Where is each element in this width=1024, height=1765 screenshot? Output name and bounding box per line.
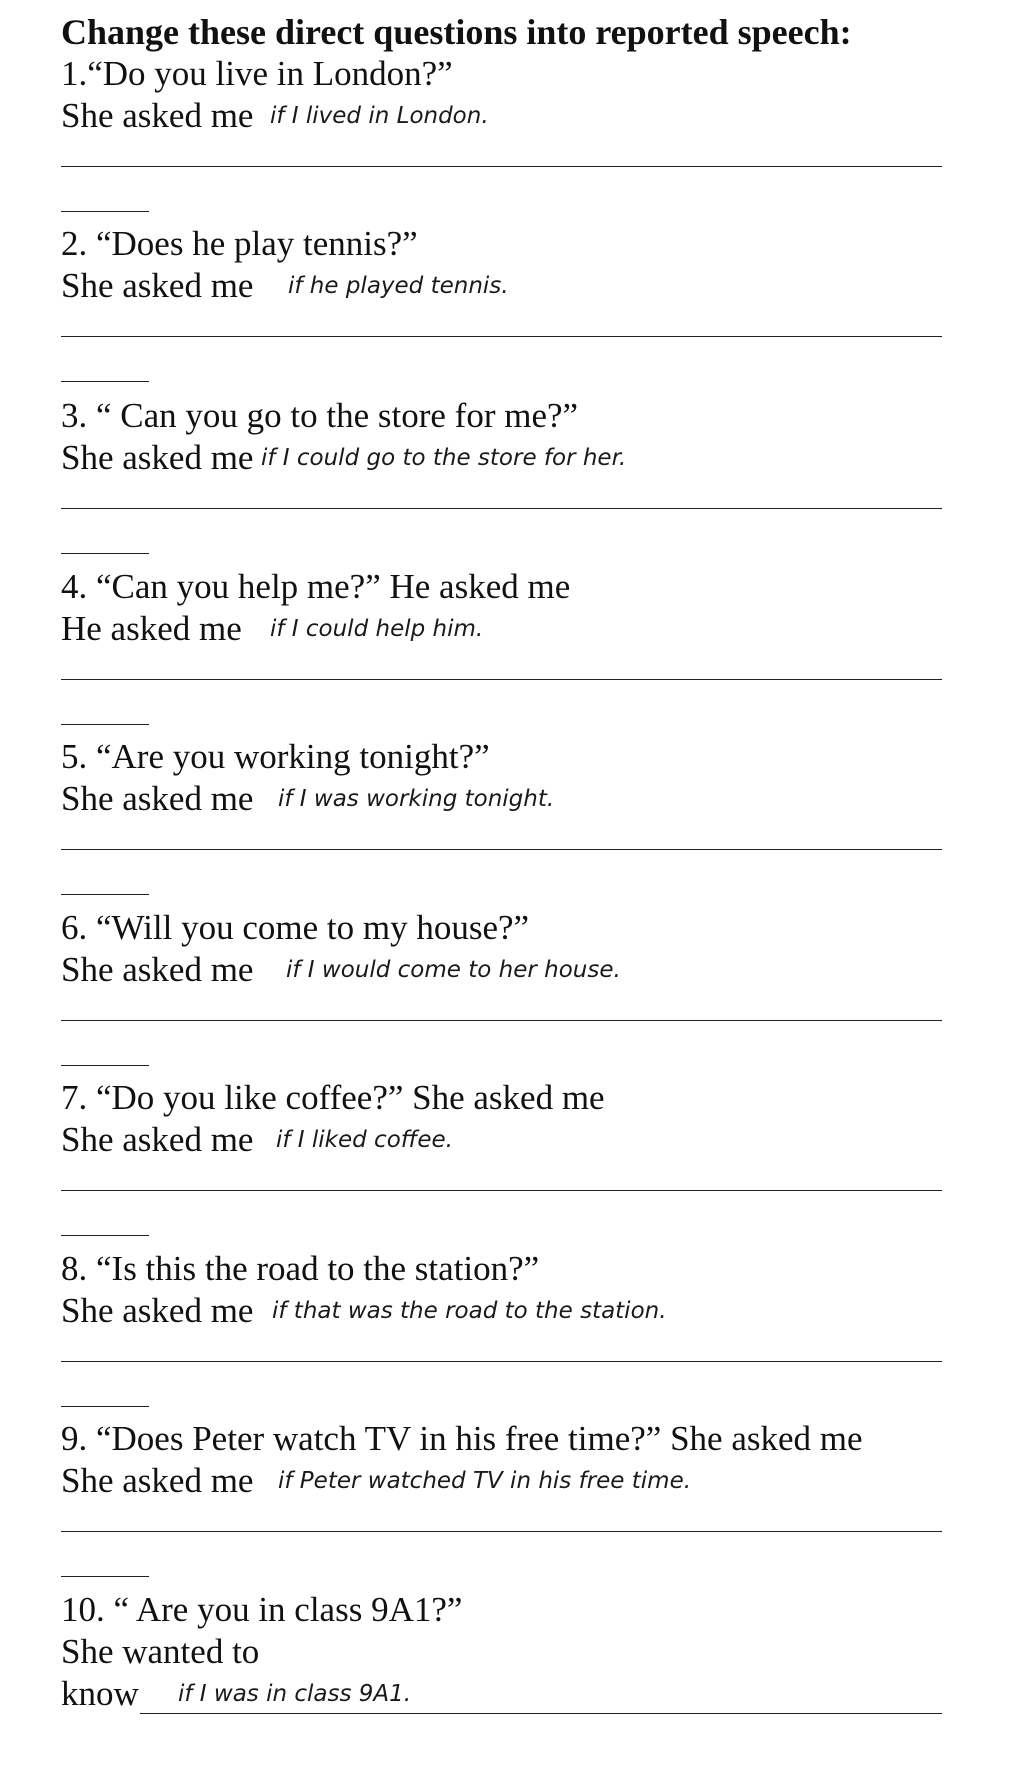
question-text: 5. “Are you working tonight?”	[61, 737, 490, 776]
answer-prompt: She asked me	[61, 1461, 254, 1500]
answer-prompt-line-2: know	[61, 1674, 139, 1713]
question-text: 7. “Do you like coffee?” She asked me	[61, 1078, 605, 1117]
handwritten-answer: if I was working tonight.	[278, 786, 555, 812]
answer-prompt: She asked me	[61, 266, 254, 305]
answer-line	[61, 1190, 942, 1191]
answer-line	[61, 336, 942, 337]
handwritten-answer: if I would come to her house.	[286, 957, 621, 983]
answer-prompt: She asked me	[61, 950, 254, 989]
question-block-2	[0, 223, 1024, 395]
answer-line	[61, 508, 942, 509]
handwritten-answer: if Peter watched TV in his free time.	[278, 1468, 692, 1494]
answer-line	[61, 1531, 942, 1532]
handwritten-answer: if I could go to the store for her.	[261, 445, 627, 471]
answer-line	[61, 679, 942, 680]
answer-prompt-line-1: She wanted to	[61, 1632, 260, 1671]
handwritten-answer: if that was the road to the station.	[272, 1298, 667, 1324]
question-block-1	[0, 53, 1024, 225]
answer-line-continuation	[61, 211, 149, 212]
question-text: 10. “ Are you in class 9A1?”	[61, 1590, 463, 1629]
handwritten-answer: if I was in class 9A1.	[178, 1681, 412, 1707]
answer-prompt: He asked me	[61, 609, 242, 648]
question-text: 1.“Do you live in London?”	[61, 54, 453, 93]
answer-line-continuation	[61, 553, 149, 554]
answer-line	[61, 849, 942, 850]
question-block-5	[0, 736, 1024, 908]
answer-line	[61, 1020, 942, 1021]
question-text: 9. “Does Peter watch TV in his free time?” She asked me	[61, 1419, 863, 1458]
answer-prompt: She asked me	[61, 779, 254, 818]
answer-prompt: She asked me	[61, 1120, 254, 1159]
question-block-6	[0, 907, 1024, 1079]
answer-line-continuation	[61, 894, 149, 895]
question-block-4	[0, 566, 1024, 738]
question-block-10	[0, 1589, 1024, 1761]
answer-line-continuation	[61, 1065, 149, 1066]
answer-line	[61, 166, 942, 167]
answer-line	[61, 1361, 942, 1362]
question-text: 6. “Will you come to my house?”	[61, 908, 530, 947]
question-text: 2. “Does he play tennis?”	[61, 224, 418, 263]
answer-line-continuation	[61, 381, 149, 382]
answer-line-continuation	[61, 1235, 149, 1236]
question-block-3	[0, 395, 1024, 567]
handwritten-answer: if I could help him.	[270, 616, 484, 642]
question-block-8	[0, 1248, 1024, 1420]
handwritten-answer: if I liked coffee.	[276, 1127, 453, 1153]
answer-prompt: She asked me	[61, 438, 254, 477]
answer-line-continuation	[61, 724, 149, 725]
worksheet-title: Change these direct questions into reported speech:	[61, 12, 852, 52]
handwritten-answer: if he played tennis.	[288, 273, 509, 299]
question-block-9	[0, 1418, 1024, 1590]
question-text: 8. “Is this the road to the station?”	[61, 1249, 540, 1288]
question-text: 4. “Can you help me?” He asked me	[61, 567, 571, 606]
answer-prompt: She asked me	[61, 1291, 254, 1330]
answer-line-continuation	[61, 1576, 149, 1577]
answer-prompt: She asked me	[61, 96, 254, 135]
handwritten-answer: if I lived in London.	[270, 103, 489, 129]
question-text: 3. “ Can you go to the store for me?”	[61, 396, 579, 435]
answer-line	[140, 1713, 942, 1714]
question-block-7	[0, 1077, 1024, 1249]
answer-line-continuation	[61, 1406, 149, 1407]
